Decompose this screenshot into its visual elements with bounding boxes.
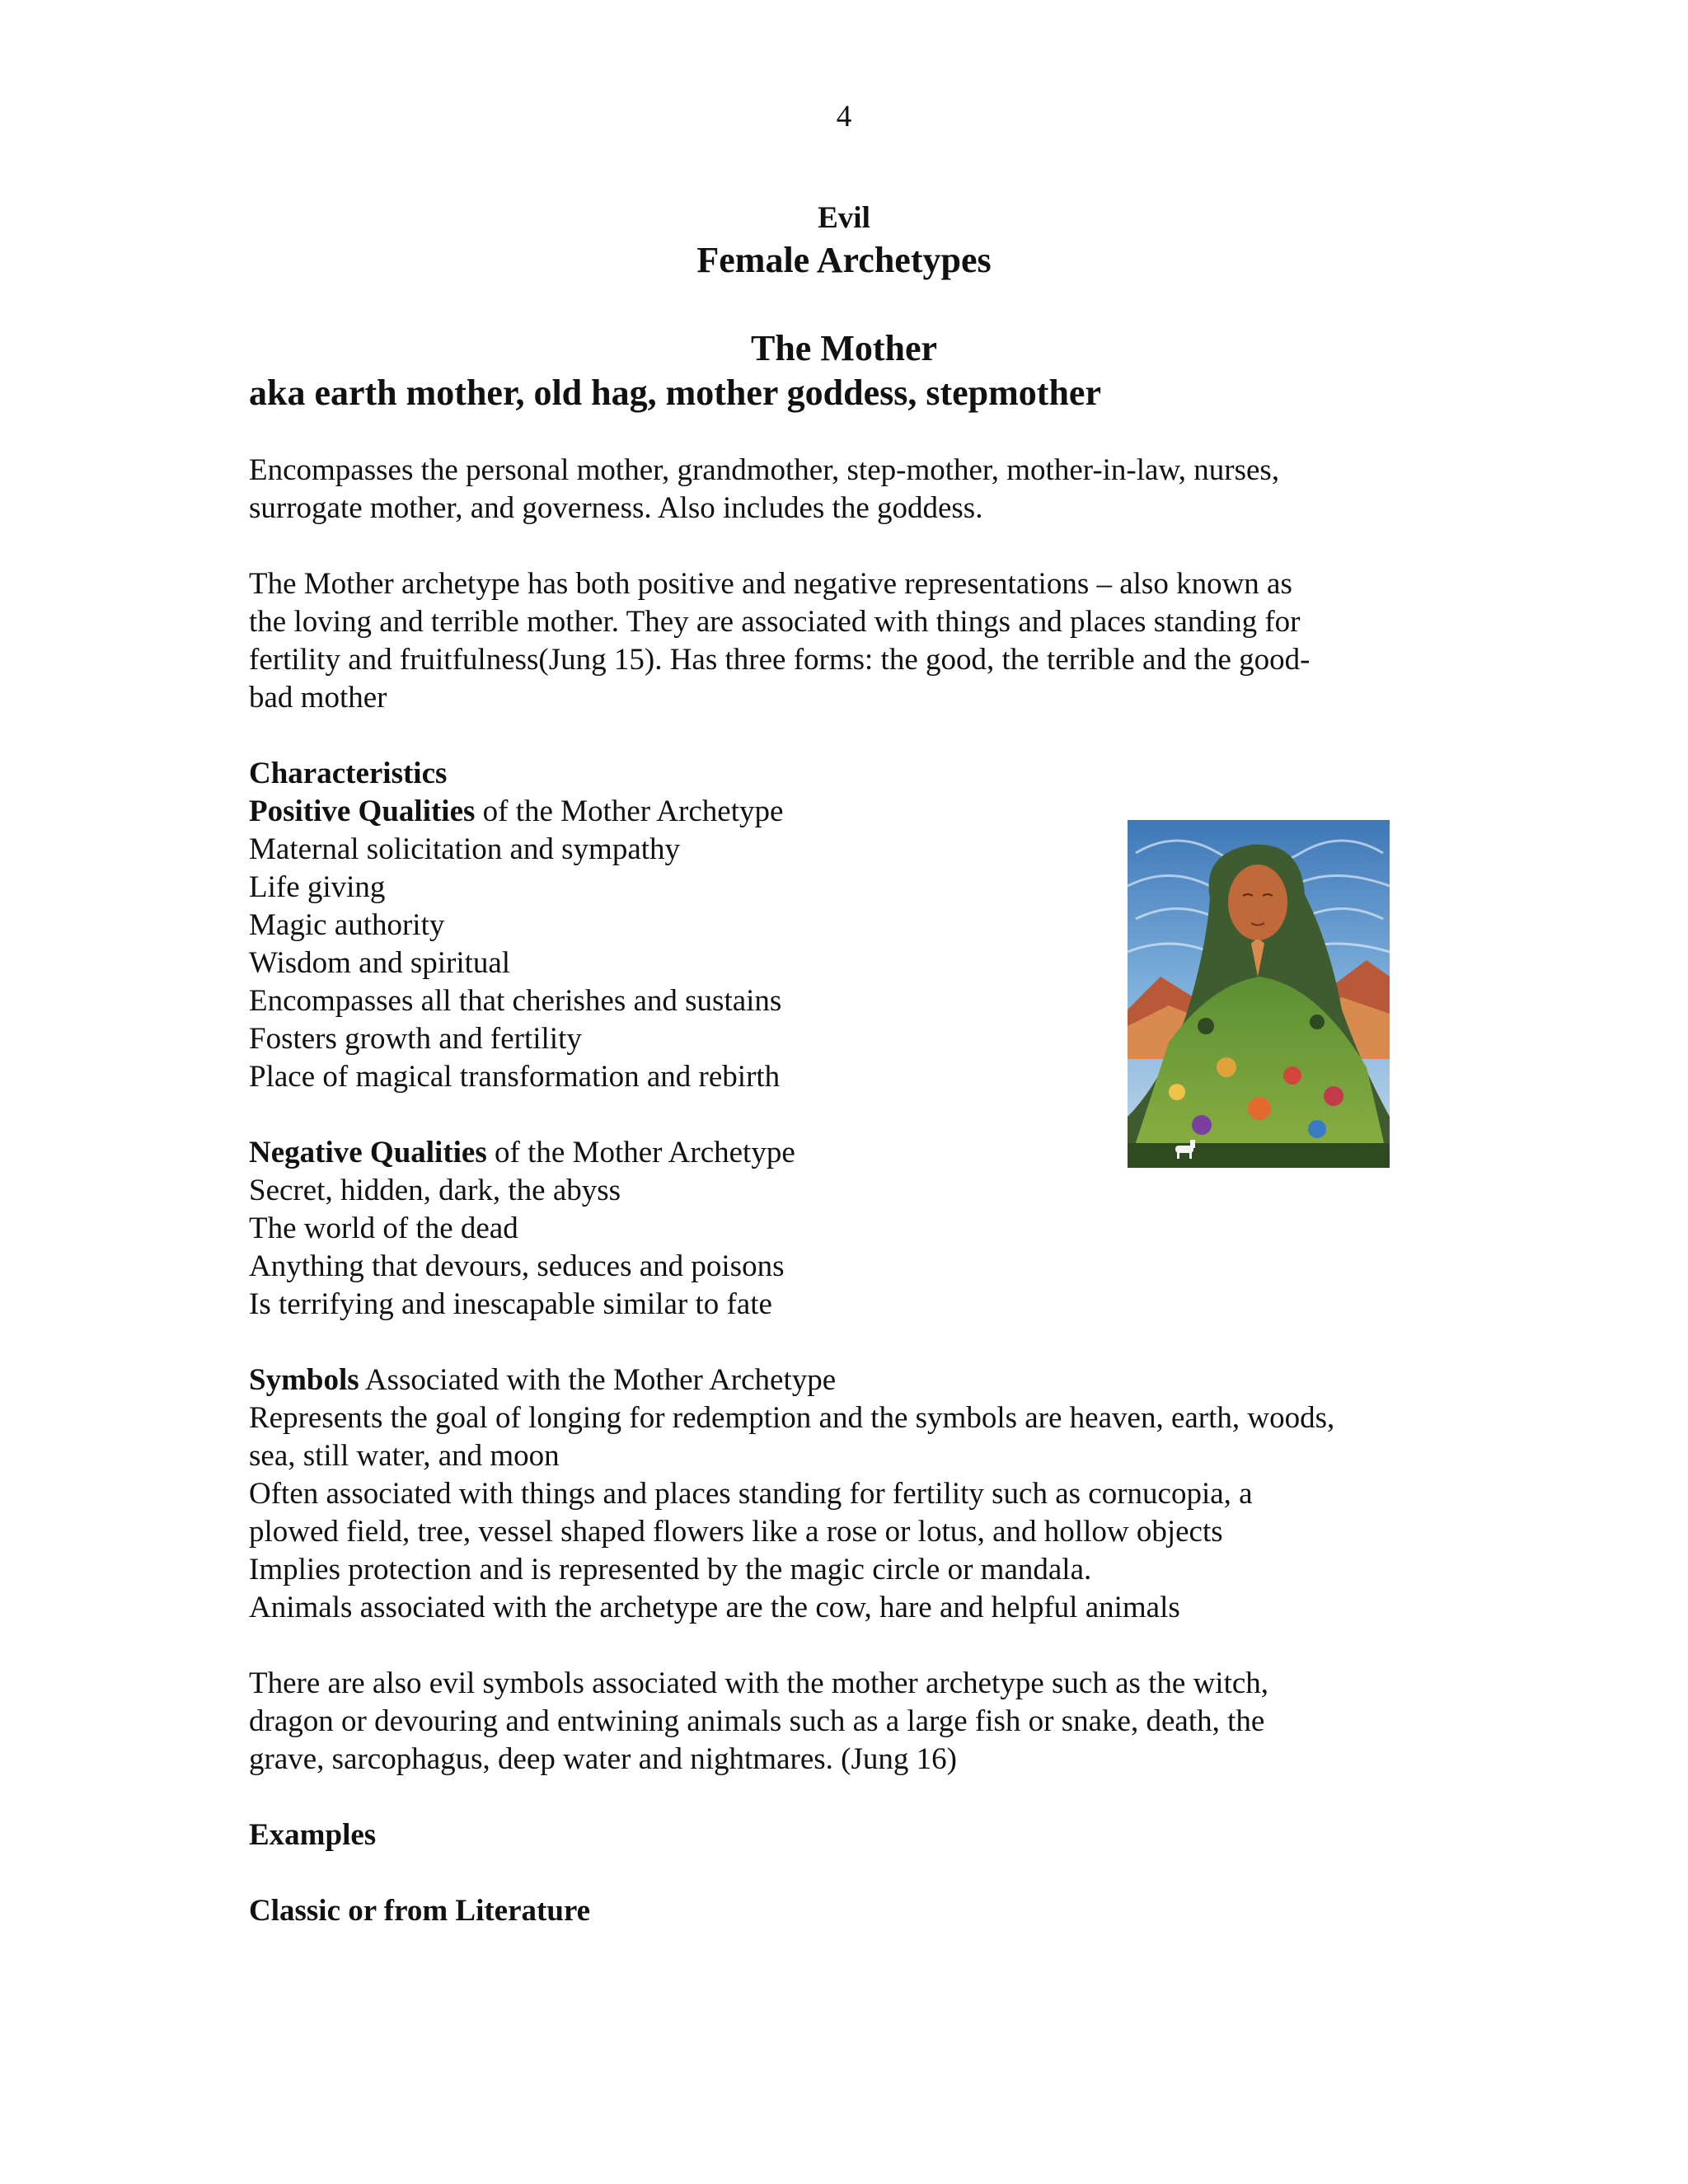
- description-line: The Mother archetype has both positive and negative representations – also known as: [249, 567, 1292, 601]
- negative-label: Negative Qualities: [249, 1136, 487, 1169]
- classic-heading: Classic or from Literature: [249, 1894, 591, 1928]
- symbols-heading: Symbols Associated with the Mother Archetype: [249, 1363, 837, 1397]
- page-number: 4: [836, 100, 852, 134]
- symbols-line: plowed field, tree, vessel shaped flowers like a rose or lotus, and hollow objects: [249, 1515, 1223, 1549]
- positive-quality-item: Wisdom and spiritual: [249, 946, 511, 980]
- description-line: fertility and fruitfulness(Jung 15). Has three forms: the good, the terrible and the good-: [249, 643, 1311, 677]
- description-line: the loving and terrible mother. They are associated with things and places standing for: [249, 605, 1301, 639]
- positive-label: Positive Qualities: [249, 794, 476, 828]
- negative-quality-item: The world of the dead: [249, 1212, 518, 1245]
- positive-quality-item: Maternal solicitation and sympathy: [249, 832, 681, 866]
- positive-quality-item: Life giving: [249, 870, 386, 904]
- earth-mother-illustration: [1128, 820, 1390, 1168]
- examples-heading: Examples: [249, 1818, 377, 1852]
- description-line: bad mother: [249, 681, 387, 715]
- aka-subtitle: aka earth mother, old hag, mother goddess, stepmother: [249, 373, 1101, 413]
- symbols-line: Often associated with things and places standing for fertility such as cornucopia, a: [249, 1477, 1253, 1511]
- negative-quality-item: Secret, hidden, dark, the abyss: [249, 1174, 621, 1207]
- symbols-line: Animals associated with the archetype are the cow, hare and helpful animals: [249, 1591, 1180, 1624]
- evil-symbols-line: grave, sarcophagus, deep water and nightmares. (Jung 16): [249, 1742, 957, 1776]
- symbols-line: Implies protection and is represented by the magic circle or mandala.: [249, 1553, 1092, 1586]
- intro-paragraph: [249, 452, 1452, 1930]
- positive-quality-item: Encompasses all that cherishes and sustains: [249, 984, 782, 1018]
- positive-qualities-heading: Positive Qualities of the Mother Archetype: [249, 794, 784, 828]
- negative-quality-item: Anything that devours, seduces and poisons: [249, 1249, 785, 1283]
- page-title: Female Archetypes: [696, 240, 992, 280]
- positive-quality-item: Place of magical transformation and rebirth: [249, 1060, 781, 1094]
- negative-qualities-heading: Negative Qualities of the Mother Archetype: [249, 1136, 795, 1169]
- symbols-line: sea, still water, and moon: [249, 1439, 560, 1473]
- intro-line: surrogate mother, and governess. Also includes the goddess.: [249, 491, 983, 525]
- characteristics-heading: Characteristics: [249, 757, 448, 790]
- positive-quality-item: Magic authority: [249, 908, 445, 942]
- section-title: The Mother: [750, 328, 938, 368]
- evil-symbols-line: dragon or devouring and entwining animals such as a large fish or snake, death, the: [249, 1704, 1265, 1738]
- intro-line: Encompasses the personal mother, grandmother, step-mother, mother-in-law, nurses,: [249, 453, 1280, 487]
- symbols-line: Represents the goal of longing for redemption and the symbols are heaven, earth, woods,: [249, 1401, 1335, 1435]
- negative-quality-item: Is terrifying and inescapable similar to fate: [249, 1287, 772, 1321]
- symbols-label: Symbols: [249, 1363, 359, 1397]
- evil-symbols-line: There are also evil symbols associated with the mother archetype such as the witch,: [249, 1666, 1269, 1700]
- positive-quality-item: Fosters growth and fertility: [249, 1022, 582, 1056]
- page-kicker: Evil: [818, 201, 870, 235]
